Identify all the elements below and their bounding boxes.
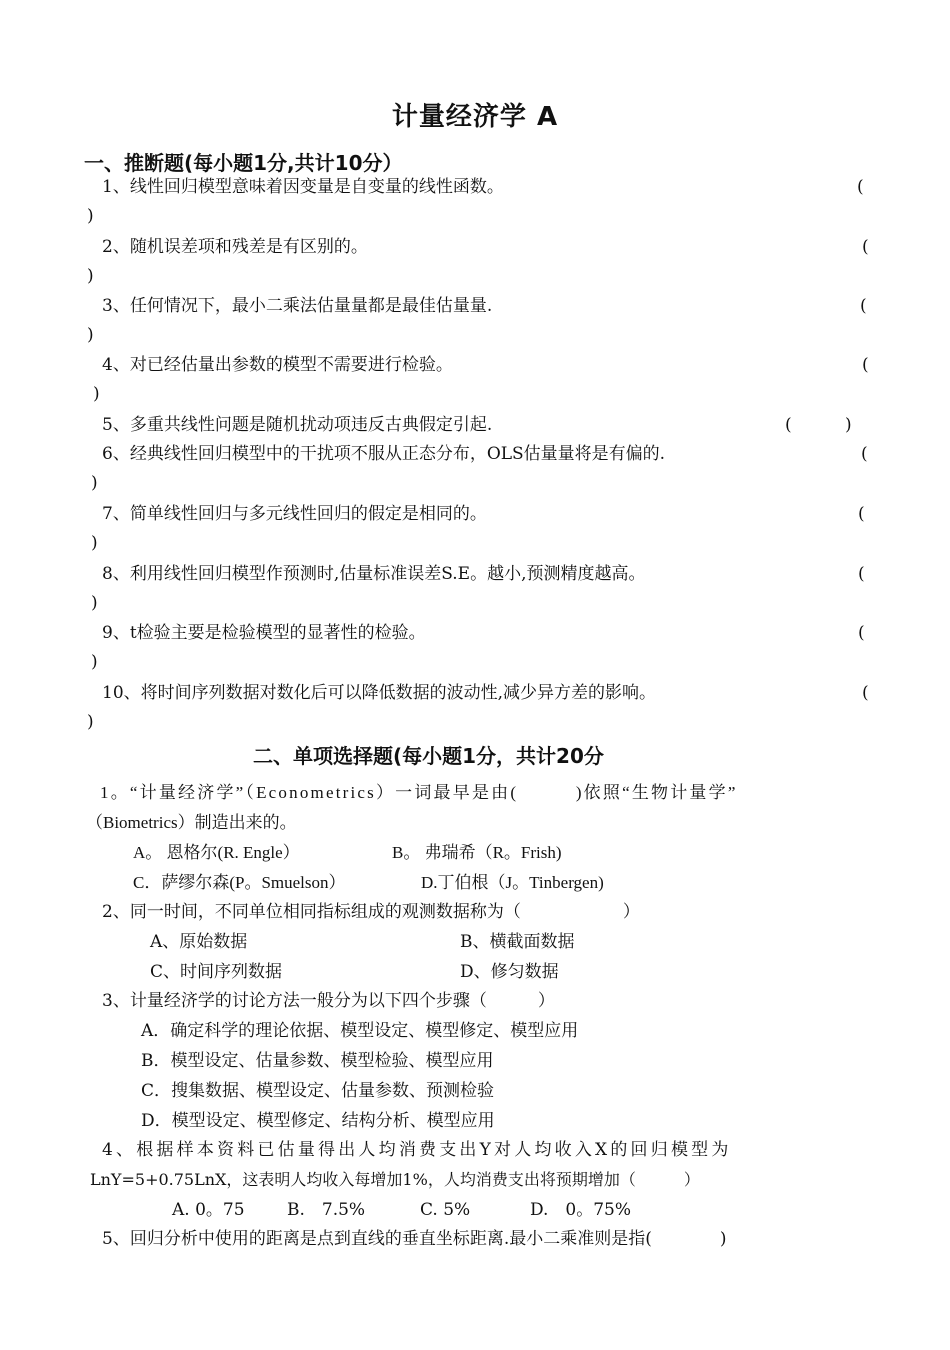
q4-option-b: B. 7.5% [287, 1200, 366, 1220]
answer-paren-close: ) [87, 712, 94, 732]
judge-item-2: 2、随机误差项和残差是有区别的。 [102, 237, 368, 257]
judge-item-7: 7、简单线性回归与多元线性回归的假定是相同的。 [102, 504, 487, 524]
answer-paren-close: ) [87, 206, 94, 226]
judge-item-1: 1、线性回归模型意味着因变量是自变量的线性函数。 [102, 177, 504, 197]
answer-paren-open: ( [785, 415, 792, 435]
section2-heading: 二、单项选择题(每小题1分，共计20分 [253, 744, 604, 768]
q5-stem: 5、回归分析中使用的距离是点到直线的垂直坐标距离.最小二乘准则是指( ) [102, 1229, 727, 1249]
answer-paren-close: ) [87, 266, 94, 286]
q2-stem: 2、同一时间，不同单位相同指标组成的观测数据称为（ ） [102, 902, 640, 922]
answer-paren-open: ( [861, 444, 868, 464]
q2-option-b: B、横截面数据 [460, 932, 575, 952]
answer-paren-close: ) [91, 533, 98, 553]
q3-option-c: C．搜集数据、模型设定、估量参数、预测检验 [141, 1081, 495, 1101]
judge-item-5: 5、多重共线性问题是随机扰动项违反古典假定引起. [102, 415, 493, 435]
answer-paren-open: ( [858, 504, 865, 524]
answer-paren-close: ) [91, 593, 98, 613]
page-title: 计量经济学 A [391, 102, 559, 132]
answer-paren-close: ) [845, 415, 852, 435]
answer-paren-close: ) [87, 325, 94, 345]
answer-paren-open: ( [857, 177, 864, 197]
judge-item-8: 8、利用线性回归模型作预测时,估量标准误差S.E。越小,预测精度越高。 [102, 564, 646, 584]
q2-option-a: A、原始数据 [150, 932, 248, 952]
section1-heading: 一、推断题(每小题1分,共计10分） [84, 151, 403, 175]
answer-paren-close: ) [91, 652, 98, 672]
q1-stem-line1: 1。“计量经济学”（Econometrics）一词最早是由( )依照“生物计量学” [100, 783, 738, 802]
judge-item-9: 9、t检验主要是检验模型的显著性的检验。 [102, 623, 426, 643]
q1-option-d: D.丁伯根（J。Tinbergen) [421, 873, 604, 892]
q1-option-c: C．萨缪尔森(P。Smuelson） [133, 873, 346, 892]
judge-item-4: 4、对已经估量出参数的模型不需要进行检验。 [102, 355, 453, 375]
q3-option-d: D．模型设定、模型修定、结构分析、模型应用 [141, 1111, 495, 1131]
answer-paren-close: ) [93, 384, 100, 404]
q4-stem-line1: 4、根据样本资料已估量得出人均消费支出Y对人均收入X的回归模型为 [102, 1140, 732, 1160]
answer-paren-open: ( [862, 237, 869, 257]
answer-paren-close: ) [91, 473, 98, 493]
answer-paren-open: ( [858, 564, 865, 584]
q1-stem-line2: （Biometrics）制造出来的。 [86, 813, 297, 832]
q2-option-d: D、修匀数据 [460, 962, 559, 982]
judge-item-3: 3、任何情况下，最小二乘法估量量都是最佳估量量. [102, 296, 493, 316]
q4-option-c: C. 5% [420, 1200, 471, 1220]
q4-option-d: D. 0。75% [530, 1200, 632, 1220]
q3-option-b: B．模型设定、估量参数、模型检验、模型应用 [141, 1051, 494, 1071]
q4-option-a: A. 0。75 [172, 1200, 245, 1220]
q3-stem: 3、计量经济学的讨论方法一般分为以下四个步骤（ ） [102, 991, 555, 1011]
answer-paren-open: ( [862, 355, 869, 375]
answer-paren-open: ( [862, 683, 869, 703]
q2-option-c: C、时间序列数据 [150, 962, 283, 982]
answer-paren-open: ( [860, 296, 867, 316]
q4-stem-line2: LnY=5+0.75LnX，这表明人均收入每增加1%，人均消费支出将预期增加（ ） [90, 1170, 700, 1189]
answer-paren-open: ( [858, 623, 865, 643]
q1-option-a: A。 恩格尔(R. Engle） [133, 843, 300, 862]
judge-item-10: 10、将时间序列数据对数化后可以降低数据的波动性,减少异方差的影响。 [102, 683, 657, 703]
judge-item-6: 6、经典线性回归模型中的干扰项不服从正态分布，OLS估量量将是有偏的. [102, 444, 666, 464]
q3-option-a: A．确定科学的理论依据、模型设定、模型修定、模型应用 [141, 1021, 579, 1041]
q1-option-b: B。 弗瑞希（R。Frish) [392, 843, 562, 862]
